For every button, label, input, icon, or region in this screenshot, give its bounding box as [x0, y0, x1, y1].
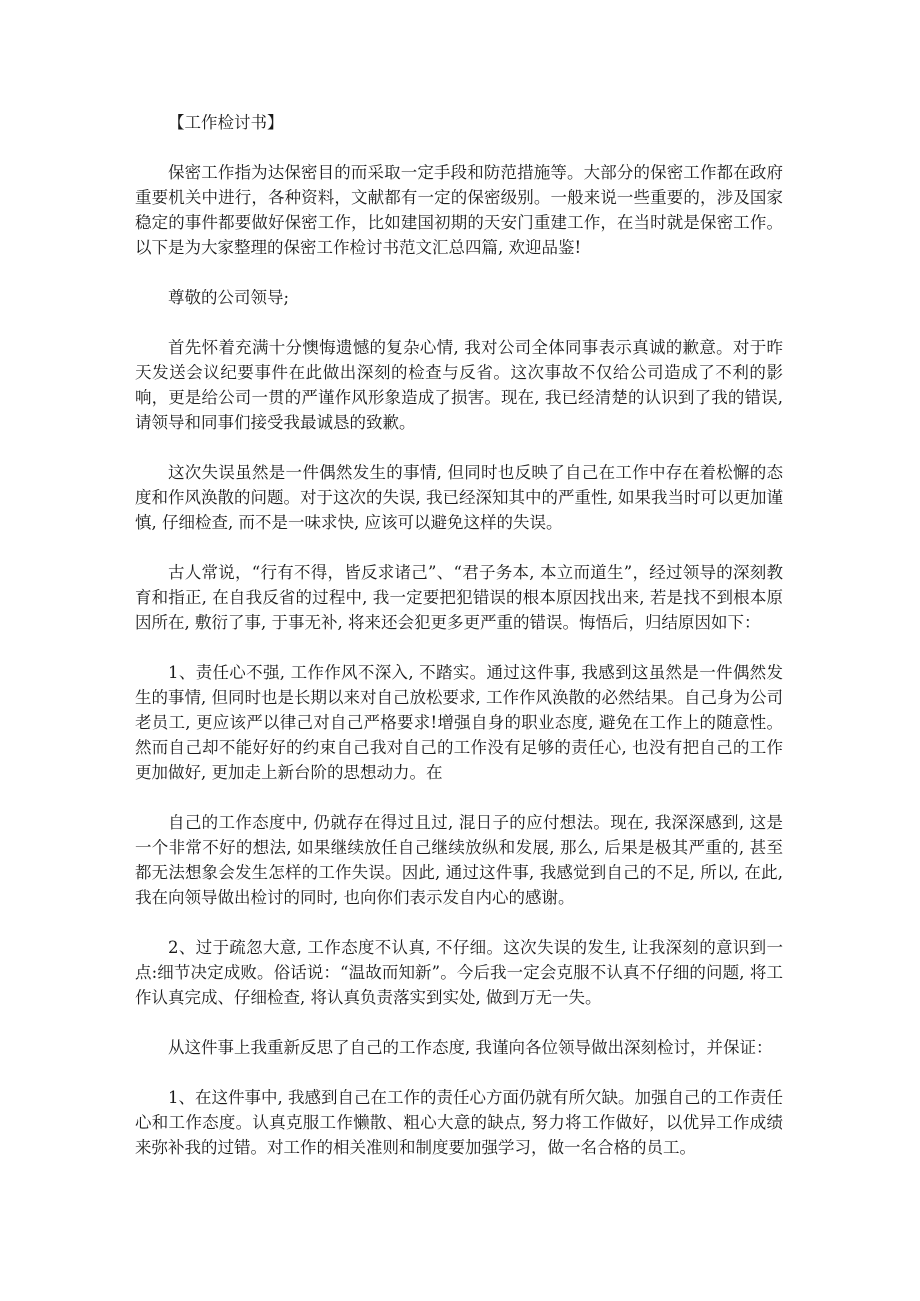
body-paragraph: 这次失误虽然是一件偶然发生的事情, 但同时也反映了自己在工作中存在着松懈的态度和作风涣散的问题。对于这次的失误, 我已经深知其中的严重性, 如果我当时可以更加谨慎, 仔细检查, 而不是一味求快, 应该可以避免这样的失误。 — [135, 463, 783, 532]
document-body — [135, 110, 783, 1185]
body-paragraph: 古人常说，“行有不得，皆反求诸己”、“君子务本, 本立而道生”，经过领导的深刻教育和指正, 在自我反省的过程中, 我一定要把犯错误的根本原因找出来, 若是找不到根本原因所在, 敷衍了事, 于事无补, 将来还会犯更多更严重的错误。悔悟后，归结原因如下： — [135, 563, 783, 632]
pledge-intro: 从这件事上我重新反思了自己的工作态度, 我谨向各位领导做出深刻检讨，并保证： — [168, 1038, 773, 1057]
reason-item-1: 1、责任心不强, 工作作风不深入, 不踏实。通过这件事, 我感到这虽然是一件偶然发生的事情, 但同时也是长期以来对自己放松要求, 工作作风涣散的必然结果。自己身为公司老员工, 更应该严以律己对自己严格要求!增强自身的职业态度, 避免在工作上的随意性。然而自己却不能好好的约束自己我对自己的工作没有足够的责任心, 也没有把自己的工作更加做好, 更加走上新台阶的思想动力。在 — [135, 663, 783, 782]
salutation: 尊敬的公司领导; — [168, 288, 290, 307]
body-paragraph: 自己的工作态度中, 仍就存在得过且过, 混日子的应付想法。现在, 我深深感到, 这是一个非常不好的想法, 如果继续放任自己继续放纵和发展, 那么, 后果是极其严重的, 甚至都无法想象会发生怎样的工作失误。因此, 通过这件事, 我感觉到自己的不足, 所以, 在此, 我在向领导做出检讨的同时, 也向你们表示发自内心的感谢。 — [135, 813, 783, 907]
reason-item-2: 2、过于疏忽大意, 工作态度不认真, 不仔细。这次失误的发生, 让我深刻的意识到一点:细节决定成败。俗话说：“温故而知新”。今后我一定会克服不认真不仔细的问题, 将工作认真完成、仔细检查, 将认真负责落实到实处, 做到万无一失。 — [135, 938, 783, 1007]
body-paragraph: 首先怀着充满十分懊悔遗憾的复杂心情, 我对公司全体同事表示真诚的歉意。对于昨天发送会议纪要事件在此做出深刻的检查与反省。这次事故不仅给公司造成了不利的影响，更是给公司一贯的严谨作风形象造成了损害。现在, 我已经清楚的认识到了我的错误, 请领导和同事们接受我最诚恳的致歉。 — [135, 338, 783, 432]
pledge-item-1: 1、在这件事中, 我感到自己在工作的责任心方面仍就有所欠缺。加强自己的工作责任心和工作态度。认真克服工作懒散、粗心大意的缺点, 努力将工作做好，以优异工作成绩来弥补我的过错。对工作的相关准则和制度要加强学习，做一名合格的员工。 — [135, 1088, 783, 1157]
intro-paragraph: 保密工作指为达保密目的而采取一定手段和防范措施等。大部分的保密工作都在政府重要机关中进行，各种资料，文献都有一定的保密级别。一般来说一些重要的，涉及国家稳定的事件都要做好保密工作，比如建国初期的天安门重建工作，在当时就是保密工作。以下是为大家整理的保密工作检讨书范文汇总四篇, 欢迎品鉴! — [135, 163, 783, 257]
document-title: 【工作检讨书】 — [168, 113, 284, 132]
